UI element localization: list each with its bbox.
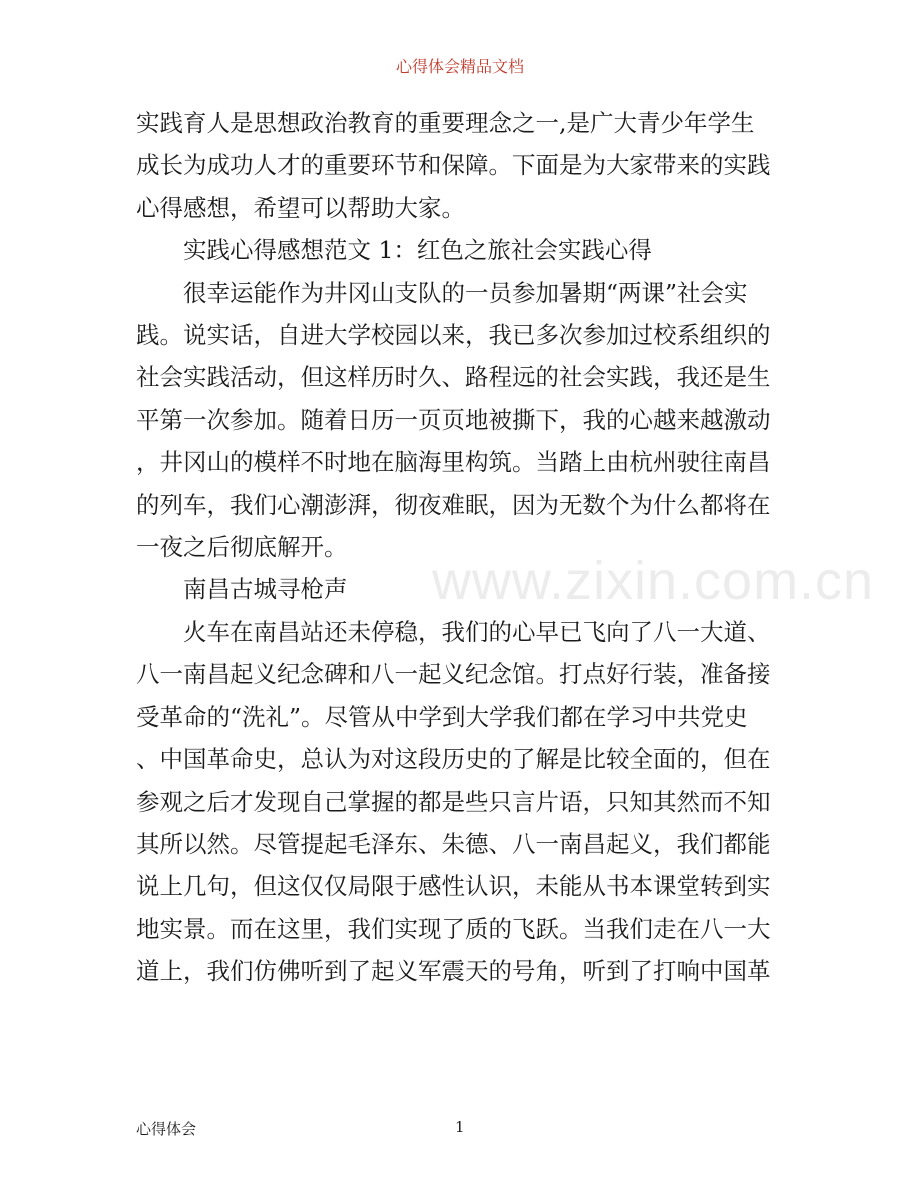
- text-line: 受革命的“洗礼”。尽管从中学到大学我们都在学习中共党史: [136, 702, 748, 731]
- text-line: 社会实践活动，但这样历时久、路程远的社会实践，我还是生: [136, 363, 771, 392]
- text-line: ，井冈山的模样不时地在脑海里构筑。当踏上由杭州驶往南昌: [136, 448, 771, 477]
- text-line: 道上，我们仿佛听到了起义军震天的号角，听到了打响中国革: [136, 957, 771, 986]
- text-line: 的列车，我们心潮澎湃，彻夜难眠，因为无数个为什么都将在: [136, 490, 771, 519]
- text-line: 地实景。而在这里，我们实现了质的飞跃。当我们走在八一大: [136, 914, 771, 943]
- paragraph-jinggangshan: [136, 272, 786, 569]
- text-line: 成长为成功人才的重要环节和保障。下面是为大家带来的实践: [136, 151, 771, 180]
- text-line: 践。说实话，自进大学校园以来，我已多次参加过校系组织的: [136, 321, 771, 350]
- text-line: 南昌古城寻枪声: [183, 575, 348, 604]
- text-line: 参观之后才发现自己掌握的都是些只言片语，只知其然而不知: [136, 787, 771, 816]
- text-line: 实践心得感想范文 1：红色之旅社会实践心得: [183, 236, 652, 265]
- text-line: 一夜之后彻底解开。: [136, 533, 348, 562]
- text-line: 、中国革命史，总认为对这段历史的了解是比较全面的，但在: [136, 745, 771, 774]
- page-header-title: 心得体会精品文档: [395, 57, 524, 76]
- section-heading-1: [136, 229, 786, 271]
- document-body: [136, 102, 786, 993]
- text-line: 火车在南昌站还未停稳，我们的心早已飞向了八一大道、: [183, 617, 771, 646]
- text-line: 其所以然。尽管提起毛泽东、朱德、八一南昌起义，我们都能: [136, 829, 771, 858]
- footer-label: 心得体会: [136, 1120, 197, 1138]
- text-line: 实践育人是思想政治教育的重要理念之一,是广大青少年学生: [136, 109, 755, 137]
- text-line: 平第一次参加。随着日历一页页地被撕下，我的心越来越激动: [136, 405, 771, 434]
- page-number: 1: [455, 1118, 465, 1136]
- paragraph-intro: [136, 102, 786, 229]
- watermark: www.zixin.com.cn: [432, 551, 875, 611]
- text-line: 八一南昌起义纪念碑和八一起义纪念馆。打点好行装，准备接: [136, 660, 771, 689]
- text-line: 很幸运能作为井冈山支队的一员参加暑期“两课”社会实: [183, 278, 748, 307]
- text-line: 心得感想，希望可以帮助大家。: [136, 193, 465, 222]
- paragraph-nanchang: [136, 611, 786, 993]
- text-line: 说上几句，但这仅仅局限于感性认识，未能从书本课堂转到实: [136, 872, 771, 901]
